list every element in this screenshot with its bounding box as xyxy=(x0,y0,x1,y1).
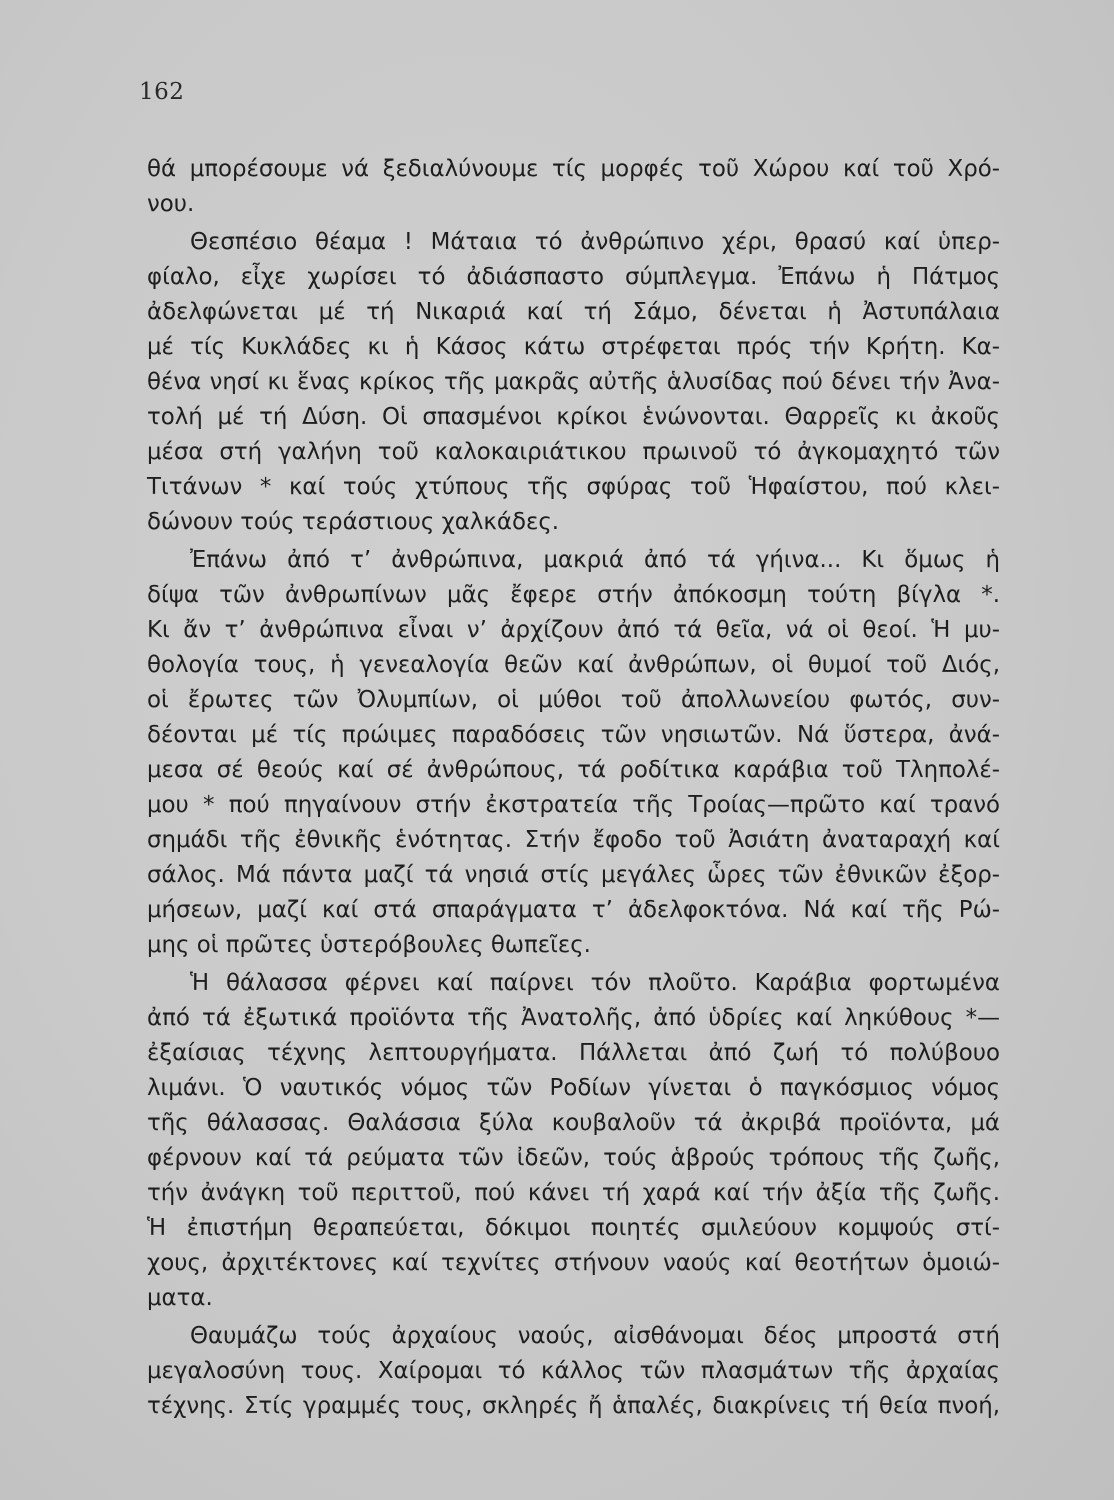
text-line: ματα. xyxy=(147,1285,213,1311)
text-line: Θεσπέσιο θέαμα ! Μάταια τό ἀνθρώπινο χέρι, θρασύ καί ὑπερ- xyxy=(190,229,1000,255)
text-line: τέχνης. Στίς γραμμές τους, σκληρές ἤ ἁπαλές, διακρίνεις τή θεία πνοή, xyxy=(147,1393,1000,1419)
text-line: Τιτάνων * καί τούς χτύπους τῆς σφύρας τοῦ Ἡφαίστου, πού κλει- xyxy=(147,474,1000,500)
text-line: μεσα σέ θεούς καί σέ ἀνθρώπους, τά ροδίτικα καράβια τοῦ Τληπολέ- xyxy=(147,757,1000,783)
text-line: Ἡ θάλασσα φέρνει καί παίρνει τόν πλοῦτο. Καράβια φορτωμένα xyxy=(190,970,1000,996)
paragraph xyxy=(147,152,1000,222)
text-line: δέονται μέ τίς πρώιμες παραδόσεις τῶν νησιωτῶν. Νά ὕστερα, ἀνά- xyxy=(147,722,1000,748)
text-line: λιμάνι. Ὁ ναυτικός νόμος τῶν Ροδίων γίνεται ὁ παγκόσμιος νόμος xyxy=(147,1075,1000,1101)
text-line: ἀπό τά ἐξωτικά προϊόντα τῆς Ἀνατολῆς, ἀπό ὑδρίες καί ληκύθους *— xyxy=(147,1005,1000,1031)
text-line: μέσα στή γαλήνη τοῦ καλοκαιριάτικου πρωινοῦ τό ἀγκομαχητό τῶν xyxy=(147,439,1000,465)
paragraph xyxy=(147,966,1000,1316)
text-line: τῆς θάλασσας. Θαλάσσια ξύλα κουβαλοῦν τά ἀκριβά προϊόντα, μά xyxy=(147,1110,1000,1136)
text-line: μήσεων, μαζί καί στά σπαράγματα τ’ ἀδελφοκτόνα. Νά καί τῆς Ρώ- xyxy=(147,897,1000,923)
text-line: ἐξαίσιας τέχνης λεπτουργήματα. Πάλλεται ἀπό ζωή τό πολύβουο xyxy=(147,1040,1000,1066)
text-line: ἀδελφώνεται μέ τή Νικαριά καί τή Σάμο, δένεται ἡ Ἀστυπάλαια xyxy=(147,299,1000,325)
text-line: οἱ ἔρωτες τῶν Ὀλυμπίων, οἱ μύθοι τοῦ ἀπολλωνείου φωτός, συν- xyxy=(147,687,1000,713)
text-line: χους, ἀρχιτέκτονες καί τεχνίτες στήνουν ναούς καί θεοτήτων ὁμοιώ- xyxy=(147,1250,1000,1276)
text-line: τολή μέ τή Δύση. Οἱ σπασμένοι κρίκοι ἑνώνονται. Θαρρεῖς κι ἀκοῦς xyxy=(147,404,1000,430)
text-line: τήν ἀνάγκη τοῦ περιττοῦ, πού κάνει τή χαρά καί τήν ἀξία τῆς ζωῆς. xyxy=(147,1180,1000,1206)
paragraph xyxy=(147,543,1000,963)
body-text xyxy=(147,152,1000,1424)
text-line: Ἡ ἐπιστήμη θεραπεύεται, δόκιμοι ποιητές σμιλεύουν κομψούς στί- xyxy=(147,1215,1000,1241)
text-line: μου * πού πηγαίνουν στήν ἐκστρατεία τῆς Τροίας—πρῶτο καί τρανό xyxy=(147,792,1000,818)
text-line: φέρνουν καί τά ρεύματα τῶν ἰδεῶν, τούς ἁβρούς τρόπους τῆς ζωῆς, xyxy=(147,1145,1000,1171)
text-line: μης οἱ πρῶτες ὑστερόβουλες θωπεῖες. xyxy=(147,932,591,958)
text-line: φίαλο, εἶχε χωρίσει τό ἀδιάσπαστο σύμπλεγμα. Ἐπάνω ἡ Πάτμος xyxy=(147,264,1000,290)
text-line: θά μπορέσουμε νά ξεδιαλύνουμε τίς μορφές τοῦ Χώρου καί τοῦ Χρό- xyxy=(147,156,1000,182)
text-line: θολογία τους, ἡ γενεαλογία θεῶν καί ἀνθρώπων, οἱ θυμοί τοῦ Διός, xyxy=(147,652,1000,678)
page-number: 162 xyxy=(139,79,185,105)
text-line: σημάδι τῆς ἐθνικῆς ἑνότητας. Στήν ἔφοδο τοῦ Ἀσιάτη ἀναταραχή καί xyxy=(147,827,1000,853)
text-line: θένα νησί κι ἕνας κρίκος τῆς μακρᾶς αὐτῆς ἁλυσίδας πού δένει τήν Ἀνα- xyxy=(147,369,1000,395)
paragraph xyxy=(147,225,1000,540)
text-line: μεγαλοσύνη τους. Χαίρομαι τό κάλλος τῶν πλασμάτων τῆς ἀρχαίας xyxy=(147,1358,1000,1384)
text-line: δίψα τῶν ἀνθρωπίνων μᾶς ἔφερε στήν ἀπόκοσμη τούτη βίγλα *. xyxy=(147,582,1000,608)
text-line: μέ τίς Κυκλάδες κι ἡ Κάσος κάτω στρέφεται πρός τήν Κρήτη. Κα- xyxy=(147,334,1000,360)
text-line: Ἐπάνω ἀπό τ’ ἀνθρώπινα, μακριά ἀπό τά γήινα... Κι ὅμως ἡ xyxy=(190,547,1000,573)
text-line: δώνουν τούς τεράστιους χαλκάδες. xyxy=(147,509,560,535)
text-line: Θαυμάζω τούς ἀρχαίους ναούς, αἰσθάνομαι δέος μπροστά στή xyxy=(190,1323,1000,1349)
text-line: νου. xyxy=(147,191,195,217)
text-line: Κι ἄν τ’ ἀνθρώπινα εἶναι ν’ ἀρχίζουν ἀπό τά θεῖα, νά οἱ θεοί. Ἡ μυ- xyxy=(147,617,1000,643)
paragraph xyxy=(147,1319,1000,1424)
text-line: σάλος. Μά πάντα μαζί τά νησιά στίς μεγάλες ὧρες τῶν ἐθνικῶν ἐξορ- xyxy=(147,862,1000,888)
